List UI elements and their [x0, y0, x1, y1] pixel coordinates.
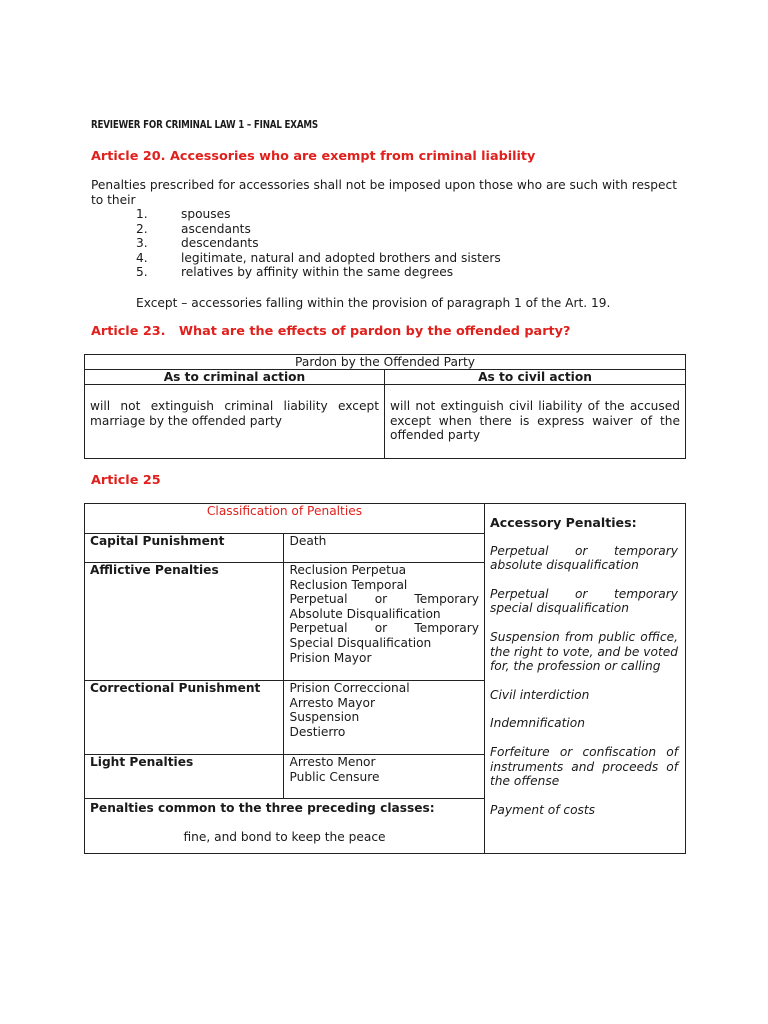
pardon-table — [84, 354, 686, 459]
classification-table — [84, 503, 686, 854]
accessory-item: Indemnification — [490, 716, 585, 731]
article-20-heading: Article 20. Accessories who are exempt from criminal liability — [91, 149, 536, 164]
pardon-table-title: Pardon by the Offended Party — [85, 355, 686, 370]
accessory-penalties-title: Accessory Penalties: — [490, 515, 637, 530]
accessory-item: Civil interdiction — [490, 687, 590, 702]
document-page: REVIEWER FOR CRIMINAL LAW 1 – FINAL EXAMS Article 20. Accessories who are exempt from criminal liability Penalties prescribed for accessories shall not be imposed upon those who are such with respect to their 1. spouses 2. ascendants 3. descendants 4. legitimate, natural and adopted brothers and sisters 5. relatives by affinity within the same degrees Except – accessories falling within the provision of paragraph 1 of the Art. 19. Article 23. What are the effects of pardon by the offended party? Pardon by the Offended Party As to criminal action As to civil action will not extinguish criminal liability except marriage by the offended party will not extinguish civil liability of the accused except when there is express waiver of the offended party Article 25 Classification of Penalties Accessory Penalties: Perpetual or temporary absolute disqualification Perpetual or temporary special disqualification Suspension from public office, the right to vote, and be voted for, the profession or calling Civil interdiction Indemnification Forfeiture or confiscation of instruments and proceeds of the offense Payment of costs Capital Punishment Death Afflictive Penalties Reclusion Perpetua Reclusion Temporal Perpetual or Temporary Absolute Disqualification Perpetual or Temporary Special Disqualification Prision Mayor Correctional Punishment Prision Correccional Arresto Mayor Suspension Destierro Light Penalties Arresto Menor Public Censure Penalties common to the three preceding classes: fine, and bond to keep the peace — [0, 0, 768, 1024]
accessory-penalties-cell — [485, 504, 686, 854]
article-23-heading: Article 23. What are the effects of pardon by the offended party? — [91, 324, 571, 339]
accessory-item: Perpetual or temporary special disqualification — [490, 586, 678, 616]
civil-action-effect: will not extinguish civil liability of the accused except when there is express waiver of the offended party — [385, 385, 686, 459]
article-20-intro: Penalties prescribed for accessories shall not be imposed upon those who are such with respect to their — [91, 178, 677, 207]
penalty-class-value: Reclusion Perpetua Reclusion Temporal Perpetual or Temporary Absolute Disqualification Perpetual or Temporary Special Disqualification Prision Mayor — [284, 563, 485, 681]
civil-action-header: As to civil action — [385, 370, 686, 385]
document-title: REVIEWER FOR CRIMINAL LAW 1 – FINAL EXAMS — [91, 119, 318, 131]
accessory-item: Payment of costs — [490, 802, 596, 817]
criminal-action-header: As to criminal action — [85, 370, 385, 385]
article-25-heading: Article 25 — [91, 473, 161, 488]
criminal-action-effect: will not extinguish criminal liability except marriage by the offended party — [85, 385, 385, 459]
accessory-item: Perpetual or temporary absolute disqualification — [490, 543, 678, 573]
penalty-class-value: Death — [284, 534, 485, 563]
common-penalties-cell — [85, 799, 485, 854]
penalty-class-label: Light Penalties — [85, 755, 284, 799]
accessory-item: Suspension from public office, the right to vote, and be voted for, the profession or calling — [490, 629, 678, 674]
common-penalties-label: Penalties common to the three preceding classes: — [90, 801, 435, 815]
penalty-class-label: Correctional Punishment — [85, 681, 284, 755]
penalty-class-label: Capital Punishment — [85, 534, 284, 563]
penalty-class-label: Afflictive Penalties — [85, 563, 284, 681]
article-20-exception: Except – accessories falling within the provision of paragraph 1 of the Art. 19. — [136, 296, 611, 310]
common-penalties-value: fine, and bond to keep the peace — [183, 829, 386, 844]
penalty-class-value: Arresto Menor Public Censure — [284, 755, 485, 799]
accessory-item: Forfeiture or confiscation of instruments and proceeds of the offense — [490, 744, 678, 789]
classification-table-title: Classification of Penalties — [85, 504, 485, 534]
penalty-class-value: Prision Correccional Arresto Mayor Suspension Destierro — [284, 681, 485, 755]
